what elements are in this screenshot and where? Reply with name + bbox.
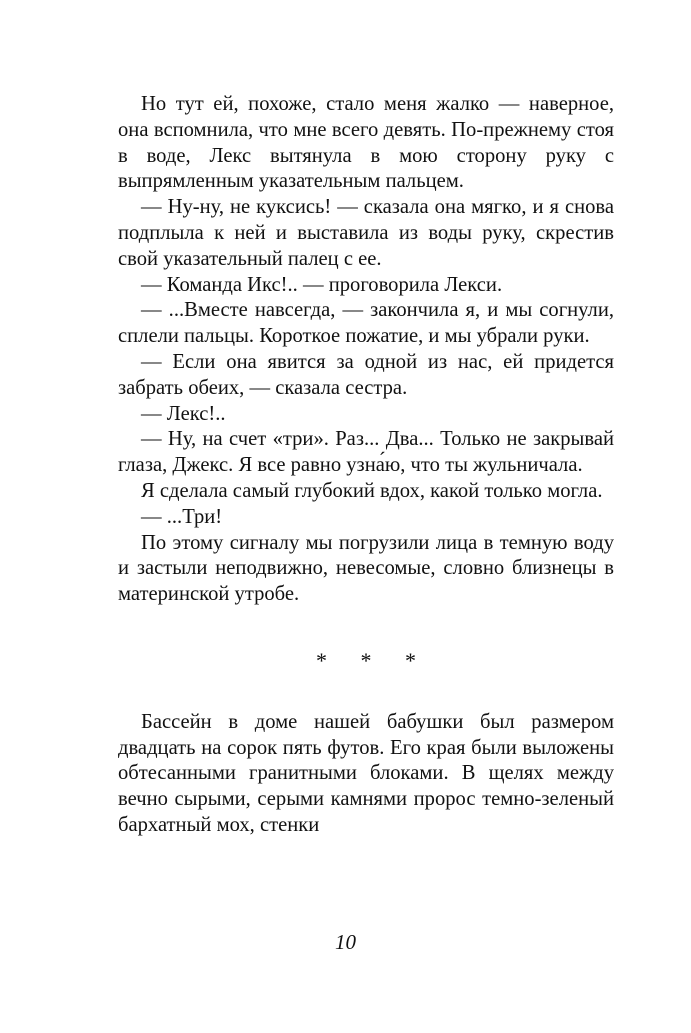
paragraph: — ...Вместе навсегда, — закончила я, и мы согнули, сплели пальцы. Короткое пожатие, и мы убрали руки. [118,299,614,348]
paragraph: — Ну, на счет «три». Раз... Два... Только не закрывай глаза, Джекс. Я все равно узна́ю, что ты жульничала. [118,428,614,477]
paragraph: — ...Три! [141,505,223,528]
paragraph: Бассейн в доме нашей бабушки был размером двадцать на сорок пять футов. Его края были выложены обтесанными гранитными блоками. В щелях между вечно сырыми, серыми камнями пророс темно-зеленый бархатный мох, стенки [118,710,614,836]
paragraph: — Лекс!.. [141,402,226,425]
paragraph: — Если она явится за одной из нас, ей придется забрать обеих, — сказала сестра. [118,350,614,399]
section-separator: * * * [316,647,430,673]
page-body [118,92,614,839]
paragraph: — Команда Икс!.. — проговорила Лекси. [141,273,503,296]
paragraph: Но тут ей, похоже, стало меня жалко — наверное, она вспомнила, что мне всего девять. По-прежнему стоя в воде, Лекс вытянула в мою сторону руку с выпрямленным указательным пальцем. [118,93,614,193]
paragraph: — Ну-ну, не куксись! — сказала она мягко, и я снова подплыла к ней и выставила из воды руку, скрестив свой указательный палец с ее. [118,196,614,270]
paragraph: Я сделала самый глубокий вдох, какой только могла. [141,479,603,502]
page-number: 10 [335,930,356,954]
paragraph: По этому сигналу мы погрузили лица в темную воду и застыли неподвижно, невесомые, словно близнецы в материнской утробе. [118,531,614,606]
